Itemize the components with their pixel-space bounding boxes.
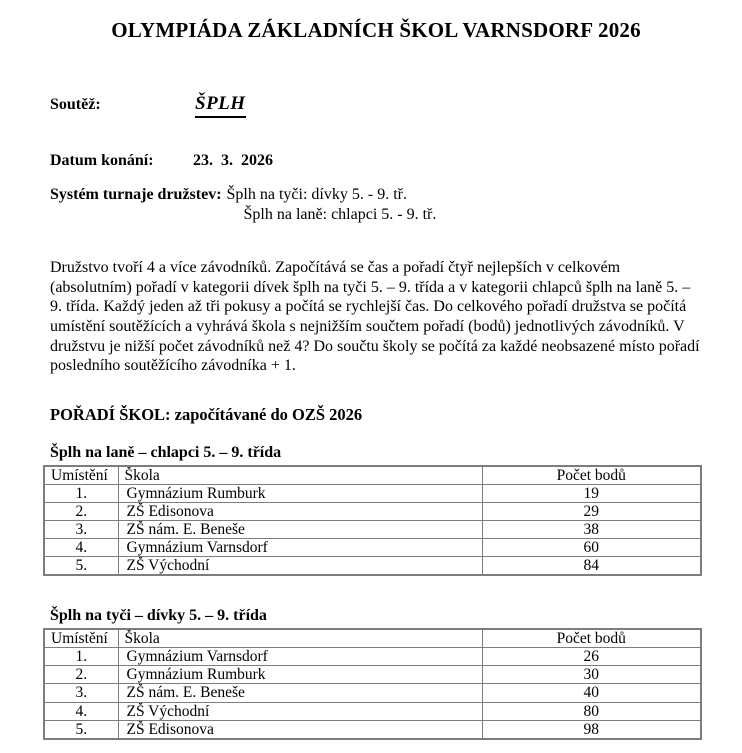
cell-points: 60 [482, 539, 701, 557]
results-table-boys [43, 465, 702, 576]
table-row [44, 720, 701, 739]
document-title: OLYMPIÁDA ZÁKLADNÍCH ŠKOL VARNSDORF 2026 [111, 18, 641, 42]
cell-points: 98 [482, 720, 701, 739]
cell-place: 2. [44, 503, 118, 521]
cell-school: ZŠ nám. E. Beneše [118, 684, 482, 702]
cell-school: ZŠ Edisonova [118, 503, 482, 521]
system-line-1: Šplh na tyči: dívky 5. - 9. tř. [226, 186, 407, 203]
table-row [44, 521, 701, 539]
soutez-label: Soutěž: [50, 96, 101, 113]
table-row [44, 702, 701, 720]
table-row [44, 539, 701, 557]
cell-points: 19 [482, 485, 701, 503]
cell-points: 84 [482, 557, 701, 576]
cell-points: 29 [482, 503, 701, 521]
table-row [44, 684, 701, 702]
header-skola: Škola [118, 466, 482, 485]
header-pocet-bodu: Počet bodů [482, 629, 701, 648]
cell-place: 1. [44, 485, 118, 503]
soutez-value: ŠPLH [195, 93, 246, 118]
datum-value: 23. 3. 2026 [193, 152, 273, 169]
cell-place: 1. [44, 648, 118, 666]
header-skola: Škola [118, 629, 482, 648]
cell-place: 2. [44, 666, 118, 684]
field-datum [50, 152, 702, 170]
cell-points: 38 [482, 521, 701, 539]
header-umisteni: Umístění [44, 466, 118, 485]
cell-place: 5. [44, 720, 118, 739]
cell-points: 40 [482, 684, 701, 702]
header-pocet-bodu: Počet bodů [482, 466, 701, 485]
cell-points: 30 [482, 666, 701, 684]
system-values [222, 185, 437, 225]
table-row [44, 648, 701, 666]
cell-place: 3. [44, 521, 118, 539]
cell-points: 80 [482, 702, 701, 720]
field-soutez [50, 93, 702, 118]
cell-place: 5. [44, 557, 118, 576]
cell-school: ZŠ Východní [118, 702, 482, 720]
cell-place: 4. [44, 702, 118, 720]
cell-school: ZŠ Edisonova [118, 720, 482, 739]
cell-place: 3. [44, 684, 118, 702]
rules-paragraph: Družstvo tvoří 4 a více závodníků. Započítává se čas a pořadí čtyř nejlepších v celkovém (absolutním) pořadí v kategorii dívek šplh na tyči 5. – 9. třída a v kategorii chlapců šplh na laně 5. – 9. třída. Každý jeden až tři pokusy a počítá se rychlejší čas. Do celkového pořadí družstva se počítá umístění soutěžících a vyhrává škola s nejnižším součtem pořadí (bodů) jednotlivých závodníků. V družstvu je nižší počet závodníků než 4? Do součtu školy se počítá za každé neobsazené místo pořadí posledního soutěžícího závodníka + 1. [50, 259, 700, 375]
datum-label: Datum konání: [50, 152, 154, 169]
cell-school: Gymnázium Varnsdorf [118, 539, 482, 557]
cell-points: 26 [482, 648, 701, 666]
cell-school: Gymnázium Rumburk [118, 666, 482, 684]
cell-school: ZŠ nám. E. Beneše [118, 521, 482, 539]
table-row [44, 503, 701, 521]
table-header-row [44, 466, 701, 485]
table-header-row [44, 629, 701, 648]
system-line-2: Šplh na laně: chlapci 5. - 9. tř. [243, 206, 437, 223]
table-row [44, 666, 701, 684]
table-row [44, 485, 701, 503]
table-row [44, 557, 701, 576]
cell-school: Gymnázium Varnsdorf [118, 648, 482, 666]
results-heading: POŘADÍ ŠKOL: započítávané do OZŠ 2026 [50, 405, 363, 425]
field-system [50, 185, 702, 225]
table-caption-girls: Šplh na tyči – dívky 5. – 9. třída [50, 607, 267, 625]
cell-school: Gymnázium Rumburk [118, 485, 482, 503]
table-caption-boys: Šplh na laně – chlapci 5. – 9. třída [50, 444, 282, 462]
system-label: Systém turnaje družstev: [50, 186, 222, 203]
cell-place: 4. [44, 539, 118, 557]
header-umisteni: Umístění [44, 629, 118, 648]
results-table-girls [43, 628, 702, 739]
cell-school: ZŠ Východní [118, 557, 482, 576]
